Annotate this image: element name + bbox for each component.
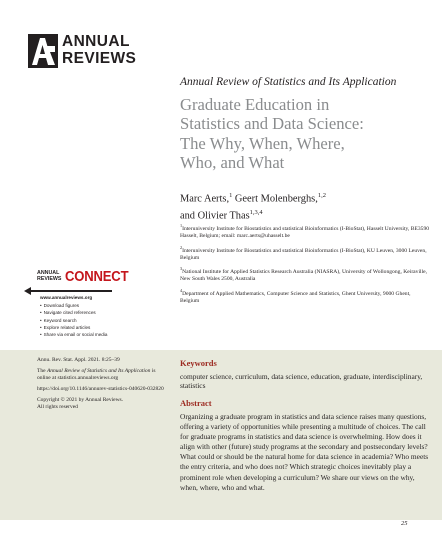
affiliation [180, 222, 430, 240]
annual-reviews-logo-mark-icon [28, 34, 58, 68]
logo-text [62, 33, 136, 67]
affiliation-text: National Institute for Applied Statistics Research Australia (NIASRA), University of Wollongong, Keiraville, New South Wales 2500, Australia [180, 268, 427, 283]
connect-feature-item: • Share via email or social media [40, 331, 107, 338]
author-affil-sup: 1,3,4 [249, 209, 263, 217]
annual-reviews-logo [28, 33, 178, 71]
citation-copyright [37, 397, 169, 412]
connect-feature-item: • Keyword search [40, 317, 107, 324]
connect-wordmark: CONNECT [65, 268, 129, 285]
connect-feature-item: • Explore related articles [40, 324, 107, 331]
affiliation [180, 265, 430, 283]
citation-doi-link[interactable]: https://doi.org/10.1146/annurev-statistics-040620-032820 [37, 385, 164, 392]
abstract-text: Organizing a graduate program in statistics and data science raises many questions, offering a variety of opportunities while presenting a multitude of choices. The call for graduate programs in statistics and data science is overwhelming. How does it align with other (future) study programs at the secondary and postsecondary levels? What could or should be the natural home for data science in academia? Who meets the entry criteria, and who does not? Which strategic choices inevitably play a prominent role when developing a curriculum? We share our views on the why, when, where, who and what. [180, 412, 429, 492]
connect-small-line-2: REVIEWS [37, 276, 62, 283]
title-line: The Why, When, Where, [180, 133, 345, 153]
keywords-text: computer science, curriculum, data science, education, graduate, interdisciplinary, statistics [180, 372, 423, 391]
affiliation-sup: 1 [180, 223, 183, 228]
authors [180, 189, 430, 224]
citation-online-pre: The [37, 367, 47, 374]
author-name: and Olivier Thas [180, 210, 250, 222]
title-line: Statistics and Data Science: [180, 114, 364, 134]
page-number: 25 [401, 520, 408, 527]
affiliation [180, 244, 430, 262]
connect-small-text [37, 270, 61, 283]
author-affil-sup: 1,2 [317, 192, 326, 199]
authors-line-1 [180, 189, 430, 206]
connect-arrow-icon [24, 287, 112, 295]
author-name: Geert Molenberghs, [232, 193, 318, 205]
connect-feature-item: • Navigate cited references [40, 309, 107, 316]
citation-online [37, 368, 169, 383]
connect-small-line-1: ANNUAL [37, 270, 60, 276]
affiliation [180, 287, 430, 305]
connect-feature-list [40, 302, 107, 338]
connect-url-link[interactable]: www.annualreviews.org [40, 295, 93, 300]
affiliation-sup: 3 [180, 266, 183, 272]
affiliations [180, 222, 430, 308]
author-affil-sup: 1 [229, 192, 233, 199]
connect-feature-item: • Download figures [40, 302, 107, 309]
citation-online-post: is online at statistics.annualreviews.org [37, 367, 156, 382]
logo-line-2: REVIEWS [62, 50, 137, 67]
title-line: Graduate Education in [180, 95, 330, 114]
affiliation-sup: 4 [180, 287, 183, 293]
affiliation-text: Department of Applied Mathematics, Computer Science and Statistics, Ghent University, 9000 Ghent, Belgium [180, 290, 411, 304]
affiliation-text: Interuniversity Institute for Biostatistics and statistical Bioinformatics (I-BioStat), Hasselt University, BE3590 Hasselt, Belgium; email: marc.aerts@uhasselt.be [180, 225, 430, 240]
journal-name: Annual Review of Statistics and Its Application [180, 76, 397, 88]
citation-ref: Annu. Rev. Stat. Appl. 2021. 8:25–39 [37, 357, 120, 363]
keywords-heading: Keywords [180, 358, 217, 368]
copyright-line: Copyright © 2021 by Annual Reviews. [37, 396, 124, 403]
title-line: Who, and What [180, 152, 285, 172]
rights-line: All rights reserved [37, 403, 78, 410]
affiliation-sup: 2 [180, 244, 183, 250]
abstract-heading: Abstract [180, 398, 212, 408]
affiliation-text: Interuniversity Institute for Biostatistics and statistical Bioinformatics (I-BioStat), KU Leuven, 3000 Leuven, Belgium [180, 247, 427, 261]
author-name: Marc Aerts, [180, 193, 230, 205]
authors-line-2 [180, 206, 430, 223]
logo-line-1: ANNUAL [62, 33, 130, 50]
citation-block [37, 357, 169, 415]
article-title [180, 95, 430, 172]
citation-online-journal: Annual Review of Statistics and Its Application [46, 367, 151, 374]
